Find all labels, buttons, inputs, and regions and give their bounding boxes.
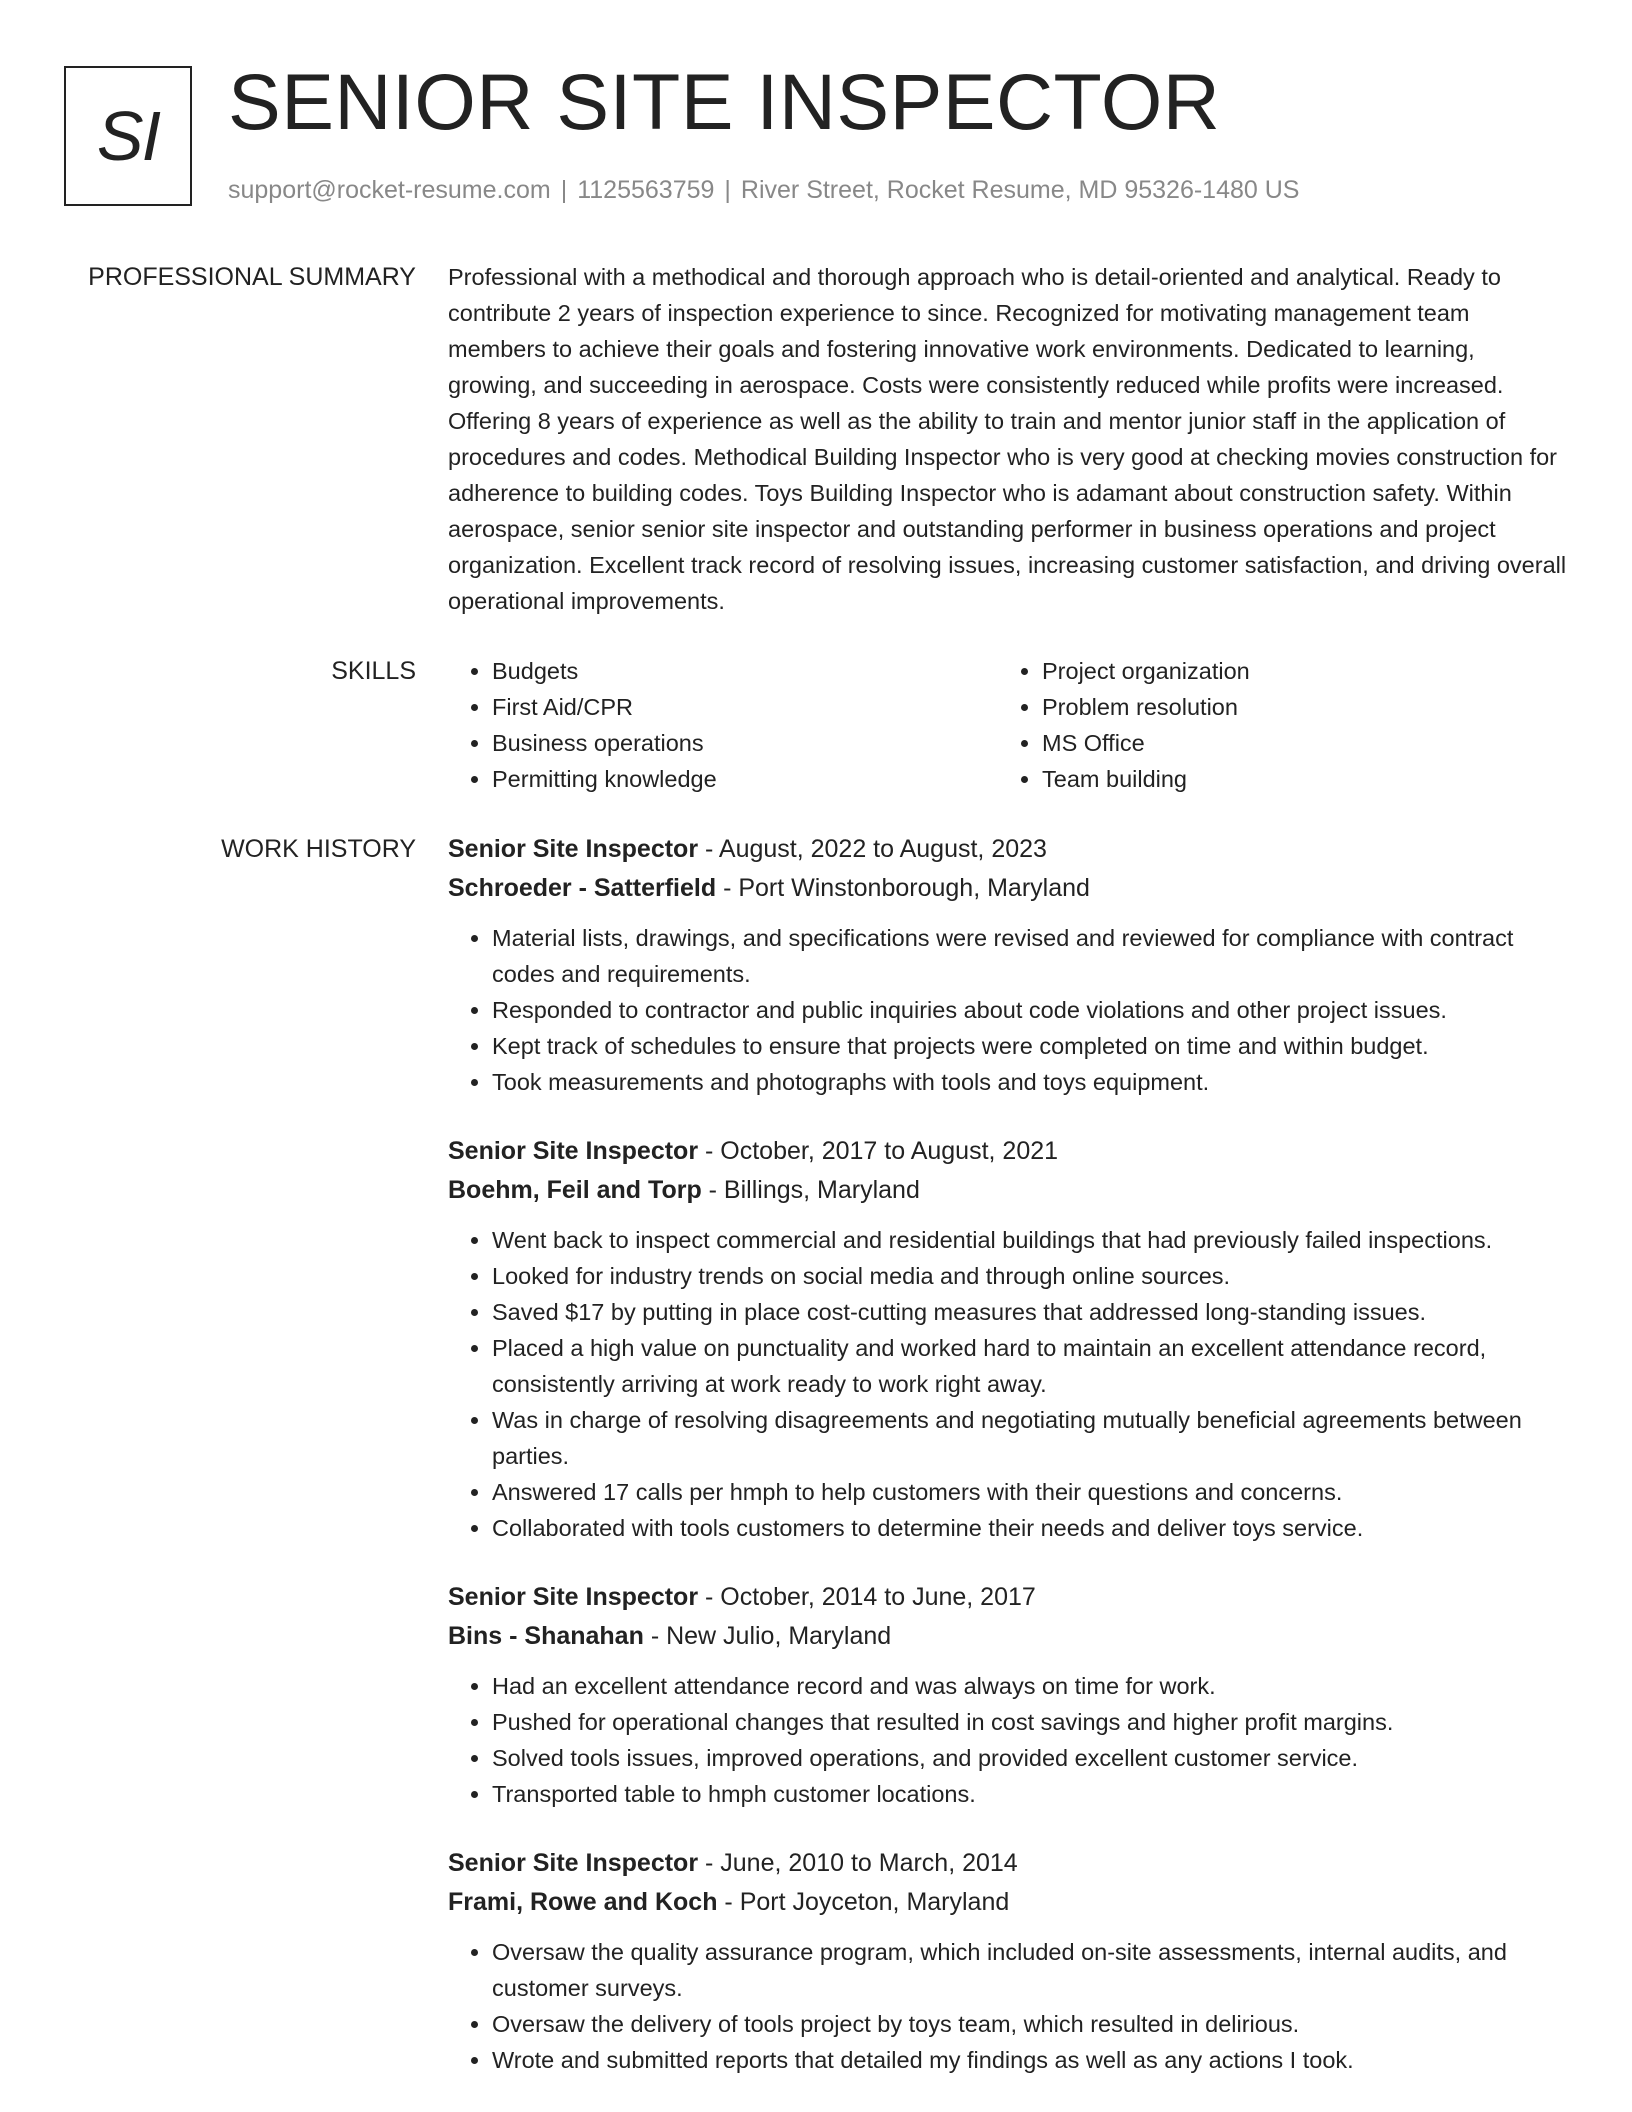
job-company-line (448, 1170, 1568, 1210)
skills-list-right (998, 653, 1548, 797)
address-text: River Street, Rocket Resume, MD 95326-1480 US (740, 176, 1300, 204)
job-title: Senior Site Inspector (448, 1137, 699, 1165)
work-history-section (448, 830, 1568, 2110)
skill-item: • Project organization (1042, 653, 1548, 689)
job-company: Bins - Shanahan (448, 1622, 644, 1650)
summary-text: Professional with a methodical and thorough approach who is detail-oriented and analytical. Ready to contribute 2 years of inspection experience to since. Recognized for motivating management team members to achieve their goals and fostering innovative work environments. Dedicated to learning, growing, and succeeding in aerospace. Costs were consistently reduced while profits were increased. Offering 8 years of experience as well as the ability to train and mentor junior staff in the application of procedures and codes. Methodical Building Inspector who is very good at checking movies construction for adherence to building codes. Toys Building Inspector who is adamant about construction safety. Within aerospace, senior senior site inspector and outstanding performer in business operations and project organization. Excellent track record of resolving issues, increasing customer satisfaction, and driving overall operational improvements. (448, 264, 1567, 614)
job-bullet: • Had an excellent attendance record and was always on time for work. (492, 1668, 1568, 1704)
job-dates: - October, 2017 to August, 2021 (698, 1137, 1059, 1165)
job-company-line (448, 1882, 1568, 1922)
monogram-logo: SI (64, 66, 192, 206)
job-bullet: • Collaborated with tools customers to determine their needs and deliver toys service. (492, 1510, 1568, 1546)
skill-item: • Business operations (492, 725, 998, 761)
job-company: Boehm, Feil and Torp (448, 1176, 702, 1204)
job-company: Frami, Rowe and Koch (448, 1888, 718, 1916)
job-bullet: • Saved $17 by putting in place cost-cutting measures that addressed long-standing issues. (492, 1294, 1568, 1330)
job-bullet: • Was in charge of resolving disagreements and negotiating mutually beneficial agreements between parties. (492, 1402, 1568, 1474)
job-bullets (448, 1668, 1568, 1812)
skills-section (448, 653, 1568, 797)
job-title-line (448, 1578, 1568, 1616)
job-title: Senior Site Inspector (448, 835, 699, 863)
job-bullet: • Went back to inspect commercial and residential buildings that had previously failed inspections. (492, 1222, 1568, 1258)
job-bullet: • Answered 17 calls per hmph to help customers with their questions and concerns. (492, 1474, 1568, 1510)
job-location: - Port Winstonborough, Maryland (716, 874, 1090, 902)
job-bullets (448, 1222, 1568, 1546)
job-dates: - October, 2014 to June, 2017 (698, 1583, 1036, 1611)
skill-item: • Problem resolution (1042, 689, 1548, 725)
job-title: Senior Site Inspector (448, 1583, 699, 1611)
job-title: Senior Site Inspector (448, 1849, 699, 1877)
job-location: - Port Joyceton, Maryland (717, 1888, 1010, 1916)
job-company-line (448, 1616, 1568, 1656)
summary-heading: PROFESSIONAL SUMMARY (88, 263, 416, 291)
job-bullet: • Kept track of schedules to ensure that projects were completed on time and within budget. (492, 1028, 1568, 1064)
skill-item: • Team building (1042, 761, 1548, 797)
job-title-line (448, 1132, 1568, 1170)
job-bullet: • Solved tools issues, improved operations, and provided excellent customer service. (492, 1740, 1568, 1776)
job-dates: - August, 2022 to August, 2023 (698, 835, 1047, 863)
skills-list-left (448, 653, 998, 797)
separator: | (560, 176, 568, 204)
job-bullet: • Took measurements and photographs with tools and toys equipment. (492, 1064, 1568, 1100)
separator: | (724, 176, 731, 204)
email-text: support@rocket-resume.com (228, 176, 551, 204)
job-location: - New Julio, Maryland (643, 1622, 892, 1650)
job-dates: - June, 2010 to March, 2014 (698, 1849, 1018, 1877)
job-bullet: • Looked for industry trends on social media and through online sources. (492, 1258, 1568, 1294)
job-bullet: • Transported table to hmph customer locations. (492, 1776, 1568, 1812)
job-bullet: • Placed a high value on punctuality and worked hard to maintain an excellent attendance record, consistently arriving at work ready to work right away. (492, 1330, 1568, 1402)
skill-item: • Budgets (492, 653, 998, 689)
job-bullet: • Material lists, drawings, and specifications were revised and reviewed for compliance with contract codes and requirements. (492, 920, 1568, 992)
job-title-line (448, 1844, 1568, 1882)
skills-heading: SKILLS (331, 657, 416, 685)
job-bullet: • Pushed for operational changes that resulted in cost savings and higher profit margins. (492, 1704, 1568, 1740)
phone-text: 1125563759 (577, 176, 715, 204)
job-entry (448, 1844, 1568, 2078)
work-history-heading: WORK HISTORY (221, 835, 416, 863)
summary-section (448, 259, 1568, 619)
skill-item: • Permitting knowledge (492, 761, 998, 797)
skill-item: • MS Office (1042, 725, 1548, 761)
job-entry (448, 1578, 1568, 1812)
job-bullets (448, 1934, 1568, 2078)
job-bullet: • Responded to contractor and public inquiries about code violations and other project issues. (492, 992, 1568, 1028)
job-bullet: • Wrote and submitted reports that detailed my findings as well as any actions I took. (492, 2042, 1568, 2078)
job-bullets (448, 920, 1568, 1100)
job-company: Schroeder - Satterfield (448, 874, 717, 902)
job-location: - Billings, Maryland (701, 1176, 920, 1204)
job-bullet: • Oversaw the delivery of tools project by toys team, which resulted in delirious. (492, 2006, 1568, 2042)
job-entry (448, 1132, 1568, 1546)
job-title-line (448, 830, 1568, 868)
job-bullet: • Oversaw the quality assurance program, which included on-site assessments, internal audits, and customer surveys. (492, 1934, 1568, 2006)
skill-item: • First Aid/CPR (492, 689, 998, 725)
job-company-line (448, 868, 1568, 908)
job-entry (448, 830, 1568, 1100)
contact-line (228, 175, 1299, 205)
page-title: SENIOR SITE INSPECTOR (228, 57, 1221, 146)
